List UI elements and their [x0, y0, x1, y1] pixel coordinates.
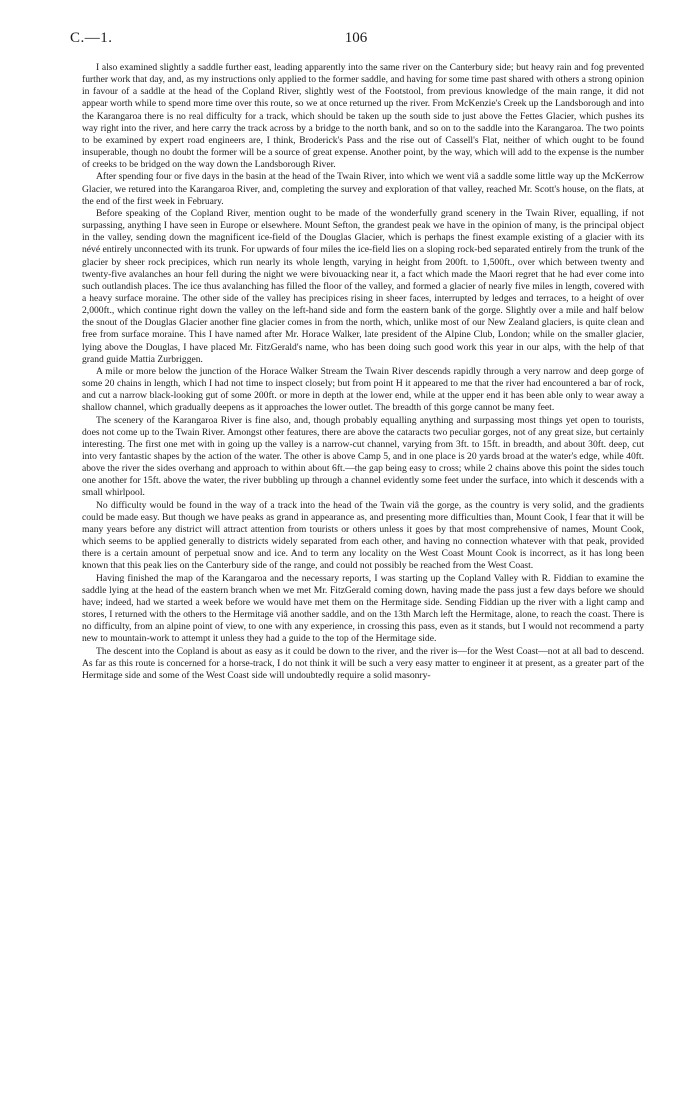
paragraph: No difficulty would be found in the way of a track into the head of the Twain viâ the gorge, as the country is very solid, and the gradients could be made easy. But though we have peaks as grand in appearance as, and presenting more difficulties than, Mount Cook, I fear that it will be many years before any district will attract attention from tourists or others unless it goes by that most comprehensive of names, Mount Cook, which seems to be applied generally to districts widely separated from each other, and having no connection whatever with that peak, provided there is a certain amount of perpetual snow and ice. And to term any locality on the West Coast Mount Cook is incorrect, as it has long been known that this peak lies on the Canterbury side of the range, and could not possibly be reached from the West Coast. — [82, 499, 644, 572]
paragraph: Having finished the map of the Karangaroa and the necessary reports, I was starting up the Copland Valley with R. Fiddian to examine the saddle lying at the head of the eastern branch when we met Mr. FitzGerald coming down, having made the pass just a few days before we should have; indeed, had we started a week before we would have met them on the Hermitage side. Sending Fiddian up the river with a light camp and stores, I returned with the others to the Hermitage viâ another saddle, and on the 13th March left the Hermitage, alone, to reach the coast. There is no difficulty, from an alpine point of view, to one with any experience, in crossing this pass, even as it stands, but I would not recommend a party new to mountain-work to attempt it unless they had a guide to the top of the Hermitage side. — [82, 572, 644, 645]
page-header — [70, 30, 642, 52]
paragraph: A mile or more below the junction of the Horace Walker Stream the Twain River descends rapidly through a very narrow and deep gorge of some 20 chains in length, which I had not time to inspect closely; but from point H it appeared to me that the river had encountered a bar of rock, and cut a narrow black-looking gut of some 200ft. or more in depth at the lower end, while at the upper end it has been able only to wear away a shallow channel, which gradually deepens as it approaches the lower outlet. The breadth of this gorge cannot be many feet. — [82, 365, 644, 414]
paragraph: I also examined slightly a saddle further east, leading apparently into the same river on the Canterbury side; but heavy rain and fog prevented further work that day, and, as my instructions only applied to the former saddle, and having for some time past shared with others a strong opinion in favour of a saddle at the head of the Copland River, slightly west of the Footstool, from previous knowledge of the main range, it did not appear worth while to spend more time over this route, so we at once returned up the river. From McKenzie's Creek up the Landsborough and into the Karangaroa there is no real difficulty for a track, which should be taken up the south side to just above the Fettes Glacier, which pushes its way right into the river, and here carry the track across by a bridge to the north bank, and so on to the saddle into the Karangaroa. The two points to be examined by expert road engineers are, I think, Broderick's Pass and the rise out of Cassell's Flat, neither of which ought to be found insuperable, though no doubt the former will be a source of great expense. Another point, by the way, which will add to the expense is the number of creeks to be bridged on the way down the Landsborough River. — [82, 62, 644, 171]
document-reference: C.—1. — [70, 30, 113, 46]
page-number: 106 — [344, 30, 368, 46]
body-text — [82, 62, 644, 682]
paragraph: Before speaking of the Copland River, mention ought to be made of the wonderfully grand scenery in the Twain River, equalling, if not surpassing, anything I have seen in Europe or elsewhere. Mount Sefton, the grandest peak we have in the opinion of many, is the principal object in the valley, sending down the magnificent ice-field of the Douglas Glacier, which is perhaps the finest example existing of a glacier with its névé entirely unconnected with its trunk. For upwards of four miles the ice-field lies on a sloping rock-bed separated entirely from the trunk of the glacier by sheer rock precipices, which run nearly its whole length, varying in height from 200ft. to 1,500ft., over which between twenty and twenty-five avalanches an hour fell during the night we were bivouacking near it, a fact which made the Maori regret that he had ever come into such outlandish places. The ice thus avalanching has filled the floor of the valley, and formed a glacier of nearly five miles in length, covered with a heavy surface moraine. The other side of the valley has precipices rising in sheer faces, interrupted by ledges and terraces, to a height of over 2,000ft., which continue right down the valley on the left-hand side and form the eastern bank of the gorge. Slightly over a mile and half below the snout of the Douglas Glacier another fine glacier comes in from the north, which, unlike most of our New Zealand glaciers, is quite clean and free from surface moraine. This I have named after Mr. Horace Walker, late president of the Alpine Club, London; while on the smaller glacier, lying above the Douglas, I have placed Mr. FitzGerald's name, who has been doing such good work this year in our alps, with the help of that grand guide Mattia Zurbriggen. — [82, 207, 644, 365]
paragraph: The scenery of the Karangaroa River is fine also, and, though probably equalling anything and surpassing most things yet open to tourists, does not come up to the Twain River. Amongst other features, there are above the cataracts two peculiar gorges, not of any great size, but certainly interesting. The first one met with in going up the valley is a narrow-cut channel, varying from 3ft. to 15ft. in breadth, and about 30ft. deep, cut into very fantastic shapes by the action of the water. The other is above Camp 5, and in one place is 20 yards broad at the water's edge, while 40ft. above the river the sides overhang and approach to within about 6ft.—the gap being easy to cross; while 2 chains above this point the sides touch one another for 15ft. above the water, the river bubbling up through a channel evidently some feet under the surface, into which it descends with a small whirlpool. — [82, 414, 644, 499]
paragraph: The descent into the Copland is about as easy as it could be down to the river, and the river is—for the West Coast—not at all bad to descend. As far as this route is concerned for a horse-track, I do not think it will be such a very easy matter to engineer it at present, as a greater part of the Hermitage side and some of the West Coast side will undoubtedly require a solid masonry- — [82, 645, 644, 681]
paragraph: After spending four or five days in the basin at the head of the Twain River, into which we went viâ a saddle some little way up the McKerrow Glacier, we retured into the Karangaroa River, and, completing the survey and exploration of that valley, reached Mr. Scott's house, on the flats, at the end of the first week in February. — [82, 171, 644, 207]
